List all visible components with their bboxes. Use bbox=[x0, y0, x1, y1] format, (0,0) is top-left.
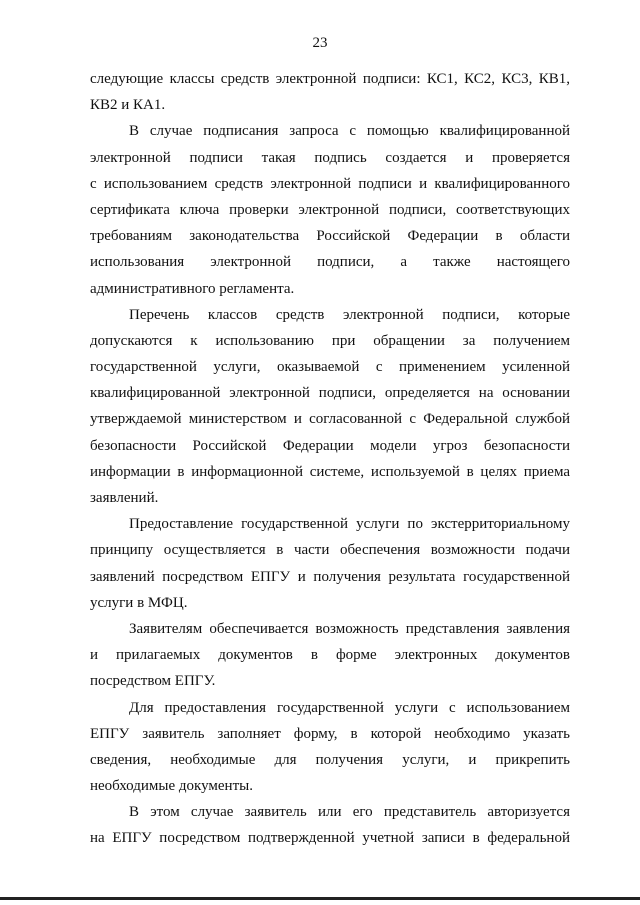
text-line: требованиям законодательства Российской Федерации в области bbox=[90, 228, 570, 245]
text-line: безопасности Российской Федерации модели угроз безопасности bbox=[90, 437, 570, 454]
text-line: необходимые документы. bbox=[90, 778, 253, 795]
text-line: квалифицированной электронной подписи, определяется на основании bbox=[90, 385, 570, 402]
scan-bottom-edge bbox=[0, 897, 640, 900]
text-line: В случае подписания запроса с помощью квалифицированной bbox=[129, 123, 570, 140]
paragraph-5 bbox=[90, 616, 570, 695]
text-line: заявлений посредством ЕПГУ и получения результата государственной bbox=[90, 568, 570, 585]
document-body bbox=[90, 66, 570, 852]
paragraph-2 bbox=[90, 118, 570, 301]
paragraph-7 bbox=[90, 799, 570, 851]
text-line: и прилагаемых документов в форме электронных документов bbox=[90, 647, 570, 664]
page-number: 23 bbox=[312, 35, 328, 51]
text-line: Заявителям обеспечивается возможность представления заявления bbox=[129, 620, 570, 637]
text-line: посредством ЕПГУ. bbox=[90, 673, 216, 690]
text-line: сертификата ключа проверки электронной подписи, соответствующих bbox=[90, 201, 570, 218]
text-line: административного регламента. bbox=[90, 280, 295, 297]
text-line: КВ2 и КА1. bbox=[90, 97, 166, 114]
text-line: электронной подписи такая подпись создается и проверяется bbox=[90, 149, 570, 166]
text-line: ЕПГУ заявитель заполняет форму, в которой необходимо указать bbox=[90, 725, 570, 742]
paragraph-4 bbox=[90, 511, 570, 616]
text-line: утверждаемой министерством и согласованной с Федеральной службой bbox=[90, 411, 570, 428]
text-line: государственной услуги, оказываемой с применением усиленной bbox=[90, 359, 570, 376]
text-line: принципу осуществляется в части обеспечения возможности подачи bbox=[90, 542, 570, 559]
text-line: услуги в МФЦ. bbox=[90, 594, 188, 611]
paragraph-1 bbox=[90, 66, 570, 118]
text-line: использования электронной подписи, а также настоящего bbox=[90, 254, 570, 271]
text-line: информации в информационной системе, используемой в целях приема bbox=[90, 463, 570, 480]
text-line: с использованием средств электронной подписи и квалифицированного bbox=[90, 175, 570, 192]
text-line: Предоставление государственной услуги по экстерриториальному bbox=[129, 516, 570, 533]
text-line: Перечень классов средств электронной подписи, которые bbox=[129, 306, 570, 323]
paragraph-6 bbox=[90, 695, 570, 800]
paragraph-3 bbox=[90, 302, 570, 512]
text-line: заявлений. bbox=[90, 490, 159, 506]
text-line: В этом случае заявитель или его представитель авторизуется bbox=[129, 804, 570, 821]
text-line: на ЕПГУ посредством подтвержденной учетной записи в федеральной bbox=[90, 830, 570, 847]
text-line: сведения, необходимые для получения услуги, и прикрепить bbox=[90, 751, 570, 768]
text-line: допускаются к использованию при обращении за получением bbox=[90, 332, 570, 349]
text-line: Для предоставления государственной услуги с использованием bbox=[129, 699, 570, 716]
text-line: следующие классы средств электронной подписи: КС1, КС2, КС3, КВ1, bbox=[90, 71, 570, 87]
